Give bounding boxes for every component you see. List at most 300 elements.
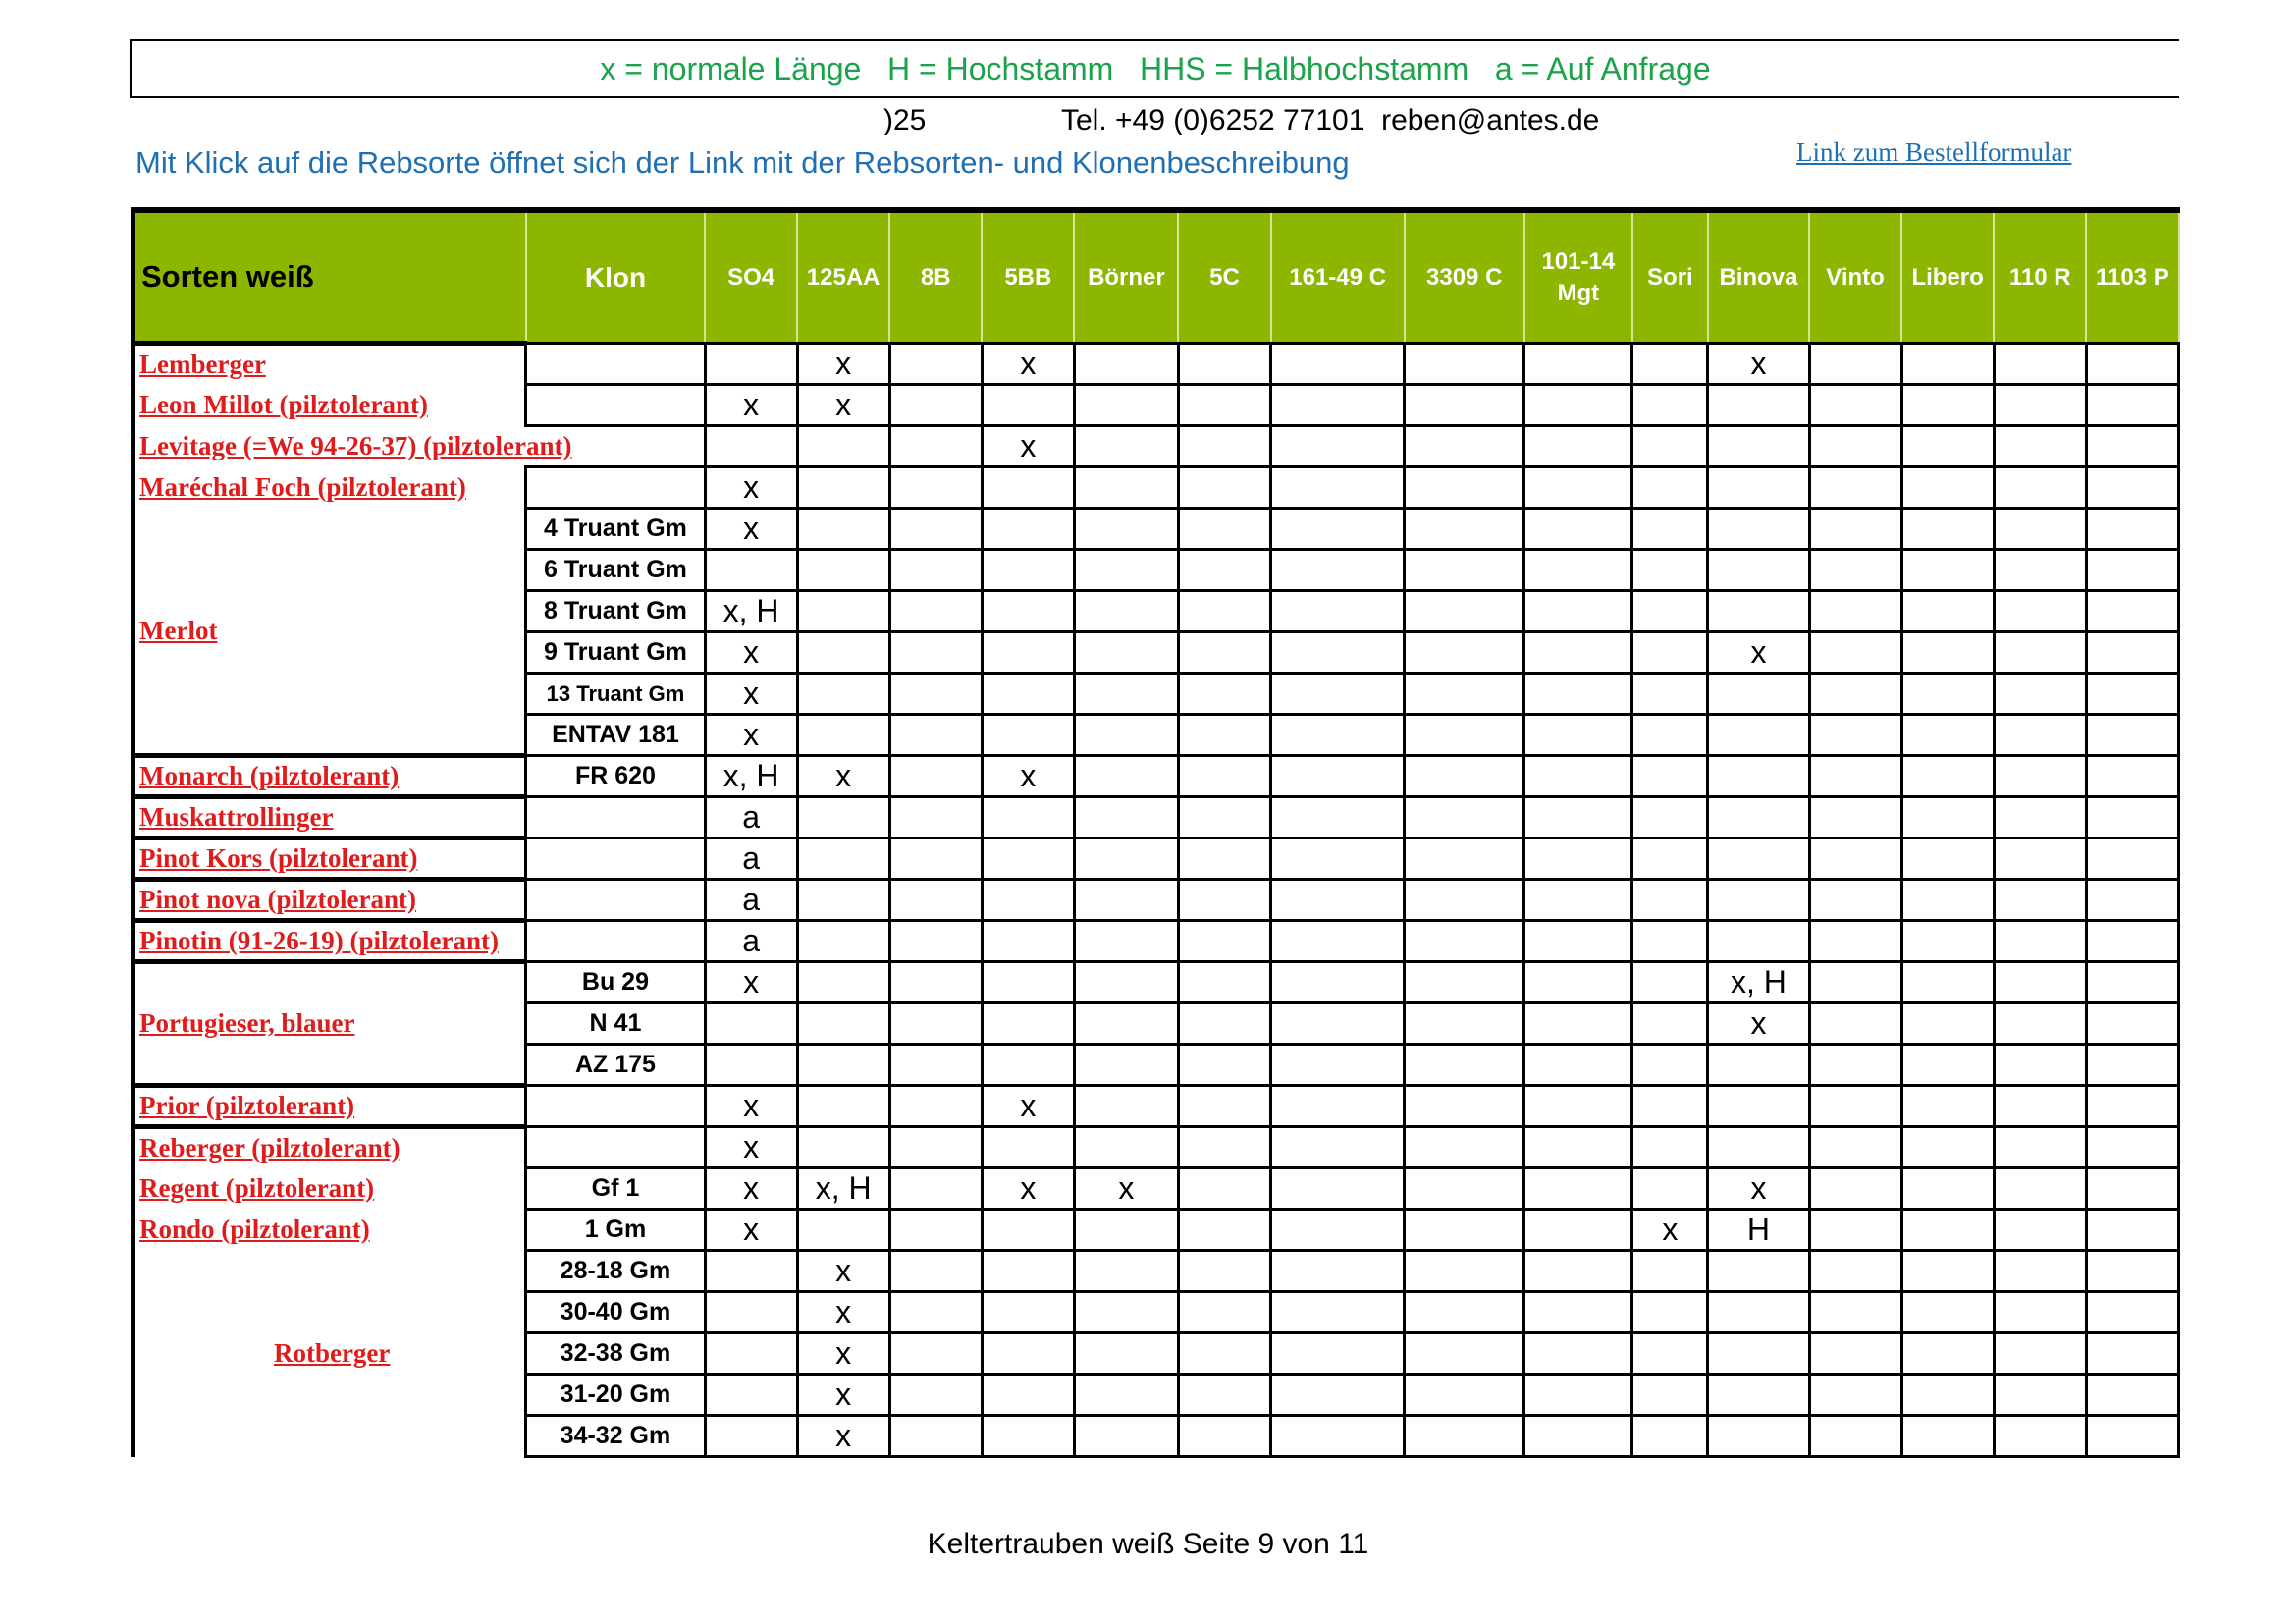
availability-cell: [1994, 591, 2086, 632]
variety-link[interactable]: Pinotin (91-26-19) (pilztolerant): [139, 926, 499, 955]
availability-cell: [1178, 1086, 1270, 1127]
availability-cell: [1405, 632, 1524, 674]
availability-cell: [889, 715, 982, 756]
availability-cell: [1708, 550, 1809, 591]
availability-cell: [1178, 839, 1270, 880]
availability-cell: [1074, 1416, 1178, 1457]
availability-cell: [889, 1251, 982, 1292]
availability-cell: [1901, 674, 1994, 715]
availability-cell: [1708, 1292, 1809, 1333]
variety-link[interactable]: Monarch (pilztolerant): [139, 761, 400, 790]
table-row: [133, 1210, 2179, 1251]
variety-link[interactable]: Portugieser, blauer: [139, 1008, 355, 1038]
availability-cell: [797, 1086, 889, 1127]
availability-cell: [1708, 509, 1809, 550]
availability-cell: x: [705, 1168, 797, 1210]
availability-cell: [889, 797, 982, 839]
availability-cell: [1632, 1086, 1708, 1127]
availability-cell: [1271, 880, 1405, 921]
availability-cell: [705, 550, 797, 591]
klon-cell: N 41: [526, 1003, 705, 1045]
availability-cell: [1901, 509, 1994, 550]
availability-cell: [1271, 632, 1405, 674]
availability-cell: [982, 839, 1074, 880]
variety-cell: [133, 756, 526, 797]
availability-cell: a: [705, 880, 797, 921]
table-row: [133, 1251, 2179, 1292]
availability-cell: [1178, 426, 1270, 467]
availability-cell: [1901, 715, 1994, 756]
klon-cell: Gf 1: [526, 1168, 705, 1210]
availability-cell: x: [797, 1333, 889, 1375]
availability-cell: [1074, 962, 1178, 1003]
availability-cell: [1524, 467, 1632, 509]
availability-cell: [1632, 1045, 1708, 1086]
availability-cell: [1809, 385, 1901, 426]
variety-link[interactable]: Levitage (=We 94-26-37) (pilztolerant): [139, 431, 572, 460]
availability-cell: [1405, 344, 1524, 385]
availability-cell: [1632, 921, 1708, 962]
availability-cell: [1901, 385, 1994, 426]
availability-cell: [1405, 1003, 1524, 1045]
availability-cell: a: [705, 921, 797, 962]
availability-cell: [2086, 1045, 2178, 1086]
availability-cell: [1809, 839, 1901, 880]
availability-cell: [2086, 1292, 2178, 1333]
availability-cell: [1178, 1045, 1270, 1086]
availability-cell: [1074, 1292, 1178, 1333]
availability-cell: [1524, 756, 1632, 797]
availability-cell: [889, 921, 982, 962]
availability-cell: [1632, 1251, 1708, 1292]
availability-cell: [1901, 962, 1994, 1003]
availability-cell: [982, 1045, 1074, 1086]
availability-cell: [1178, 715, 1270, 756]
availability-cell: [1632, 962, 1708, 1003]
availability-cell: [2086, 632, 2178, 674]
availability-cell: [1178, 1127, 1270, 1168]
availability-cell: [1271, 426, 1405, 467]
availability-cell: [1074, 385, 1178, 426]
availability-cell: [1405, 1045, 1524, 1086]
availability-cell: [1901, 550, 1994, 591]
variety-cell: [133, 426, 572, 467]
availability-cell: [1708, 1086, 1809, 1127]
availability-cell: [1994, 715, 2086, 756]
klon-cell: FR 620: [526, 756, 705, 797]
availability-cell: x: [982, 1086, 1074, 1127]
availability-cell: x: [1708, 344, 1809, 385]
availability-cell: [1632, 674, 1708, 715]
availability-cell: [2086, 550, 2178, 591]
availability-cell: [1405, 674, 1524, 715]
variety-link[interactable]: Lemberger: [139, 350, 266, 380]
variety-cell: [133, 1251, 526, 1457]
availability-cell: [1074, 839, 1178, 880]
availability-cell: x: [982, 426, 1074, 467]
availability-cell: [1178, 962, 1270, 1003]
availability-cell: [1994, 1416, 2086, 1457]
availability-cell: [1994, 632, 2086, 674]
availability-cell: [1074, 756, 1178, 797]
availability-cell: [982, 921, 1074, 962]
availability-cell: [889, 632, 982, 674]
availability-cell: [1809, 1168, 1901, 1210]
header-variety: Sorten weiß: [133, 210, 526, 344]
availability-cell: [1074, 509, 1178, 550]
availability-cell: [1708, 1045, 1809, 1086]
availability-cell: [1405, 385, 1524, 426]
header-rootstock: 125AA: [797, 210, 889, 344]
availability-cell: x: [797, 344, 889, 385]
availability-cell: x: [797, 1251, 889, 1292]
availability-cell: [1994, 385, 2086, 426]
availability-cell: [889, 509, 982, 550]
klon-cell: 6 Truant Gm: [526, 550, 705, 591]
availability-cell: [1178, 1416, 1270, 1457]
availability-cell: [1405, 1375, 1524, 1416]
klon-cell: 13 Truant Gm: [526, 674, 705, 715]
availability-cell: [797, 426, 889, 467]
table-row: [133, 344, 2179, 385]
availability-cell: [1809, 1416, 1901, 1457]
availability-cell: x: [797, 1292, 889, 1333]
availability-cell: [1178, 1210, 1270, 1251]
availability-cell: [1178, 385, 1270, 426]
availability-cell: [889, 344, 982, 385]
header-rootstock: 1103 P: [2086, 210, 2178, 344]
availability-cell: [1405, 921, 1524, 962]
availability-cell: [1524, 797, 1632, 839]
availability-cell: [1632, 715, 1708, 756]
availability-cell: [2086, 674, 2178, 715]
variety-link[interactable]: Reberger (pilztolerant): [139, 1133, 400, 1164]
availability-cell: [1074, 1003, 1178, 1045]
availability-cell: [797, 1045, 889, 1086]
variety-cell: [133, 467, 526, 509]
availability-cell: [1809, 1210, 1901, 1251]
header-rootstock: 161-49 C: [1271, 210, 1405, 344]
availability-cell: [1524, 1251, 1632, 1292]
availability-cell: x: [1708, 1168, 1809, 1210]
availability-cell: x: [982, 344, 1074, 385]
availability-cell: [1178, 797, 1270, 839]
availability-cell: [889, 1292, 982, 1333]
availability-cell: x: [982, 756, 1074, 797]
availability-cell: [1271, 1210, 1405, 1251]
availability-cell: [1632, 1375, 1708, 1416]
availability-cell: [1994, 962, 2086, 1003]
availability-cell: [1632, 880, 1708, 921]
availability-cell: [1994, 509, 2086, 550]
availability-cell: [889, 1375, 982, 1416]
klon-cell: [526, 1127, 705, 1168]
availability-cell: [1809, 1003, 1901, 1045]
availability-cell: [1708, 1375, 1809, 1416]
availability-cell: [1994, 1251, 2086, 1292]
availability-cell: [1178, 1333, 1270, 1375]
availability-cell: [1632, 467, 1708, 509]
availability-cell: [797, 880, 889, 921]
availability-cell: [1994, 1168, 2086, 1210]
availability-cell: [1524, 674, 1632, 715]
availability-cell: [1524, 550, 1632, 591]
variety-cell: [133, 385, 526, 426]
availability-cell: [1524, 962, 1632, 1003]
order-form-link[interactable]: Link zum Bestellformular: [1796, 137, 2072, 167]
availability-cell: [705, 1333, 797, 1375]
availability-cell: [797, 962, 889, 1003]
availability-cell: [1524, 509, 1632, 550]
availability-cell: [1901, 839, 1994, 880]
availability-cell: [797, 797, 889, 839]
availability-cell: [1901, 797, 1994, 839]
availability-cell: [1809, 797, 1901, 839]
availability-cell: [1994, 1375, 2086, 1416]
availability-cell: [1405, 756, 1524, 797]
availability-cell: [1271, 1251, 1405, 1292]
klon-cell: 30-40 Gm: [526, 1292, 705, 1333]
availability-cell: [1632, 1168, 1708, 1210]
availability-cell: [982, 1416, 1074, 1457]
availability-cell: [1809, 1086, 1901, 1127]
availability-cell: [1074, 344, 1178, 385]
availability-cell: x: [705, 674, 797, 715]
availability-cell: [1809, 467, 1901, 509]
availability-cell: [982, 1333, 1074, 1375]
availability-cell: [1074, 1251, 1178, 1292]
table-row: [133, 467, 2179, 509]
availability-cell: [889, 1416, 982, 1457]
availability-cell: [2086, 385, 2178, 426]
availability-cell: [1632, 632, 1708, 674]
availability-cell: [1994, 1333, 2086, 1375]
variety-link[interactable]: Regent (pilztolerant): [139, 1173, 375, 1203]
availability-cell: [705, 1003, 797, 1045]
availability-cell: [1271, 921, 1405, 962]
legend-text: x = normale Länge H = Hochstamm HHS = Halbhochstamm a = Auf Anfrage: [600, 50, 1711, 86]
availability-cell: [889, 1003, 982, 1045]
variety-link[interactable]: Pinot nova (pilztolerant): [139, 885, 416, 914]
availability-cell: [1405, 467, 1524, 509]
availability-cell: [2086, 1168, 2178, 1210]
availability-cell: [797, 674, 889, 715]
availability-cell: [1994, 674, 2086, 715]
variety-link[interactable]: Prior (pilztolerant): [139, 1091, 355, 1120]
availability-cell: H: [1708, 1210, 1809, 1251]
availability-cell: [1405, 509, 1524, 550]
variety-link[interactable]: Muskattrollinger: [139, 802, 334, 832]
availability-cell: x, H: [1708, 962, 1809, 1003]
availability-cell: [797, 509, 889, 550]
availability-cell: [1994, 1210, 2086, 1251]
variety-cell: [133, 509, 526, 756]
availability-cell: [1405, 1416, 1524, 1457]
availability-cell: [1632, 756, 1708, 797]
availability-cell: [705, 1251, 797, 1292]
variety-cell: [133, 1127, 526, 1168]
availability-cell: [1809, 344, 1901, 385]
availability-cell: [1632, 839, 1708, 880]
availability-cell: [1178, 1168, 1270, 1210]
availability-cell: [1524, 591, 1632, 632]
availability-cell: [1271, 509, 1405, 550]
table-row: [133, 509, 2179, 550]
availability-cell: [1074, 797, 1178, 839]
availability-cell: [797, 550, 889, 591]
header-rootstock: Vinto: [1809, 210, 1901, 344]
availability-cell: x: [705, 632, 797, 674]
availability-cell: [889, 426, 982, 467]
availability-cell: [1074, 1045, 1178, 1086]
availability-cell: [797, 1210, 889, 1251]
availability-cell: [1074, 1210, 1178, 1251]
header-rootstock: Libero: [1901, 210, 1994, 344]
availability-cell: x: [705, 509, 797, 550]
availability-cell: [1178, 1375, 1270, 1416]
info-text: Mit Klick auf die Rebsorte öffnet sich der Link mit der Rebsorten- und Klonenbeschreibung: [135, 145, 1350, 180]
availability-cell: [1994, 921, 2086, 962]
availability-cell: [705, 1375, 797, 1416]
availability-cell: [1405, 591, 1524, 632]
availability-cell: [889, 1045, 982, 1086]
variety-link[interactable]: Merlot: [139, 615, 218, 645]
availability-cell: [1074, 674, 1178, 715]
availability-cell: [2086, 1375, 2178, 1416]
availability-cell: [1074, 591, 1178, 632]
availability-cell: [1632, 385, 1708, 426]
availability-cell: [1632, 1292, 1708, 1333]
availability-cell: [889, 674, 982, 715]
variety-link[interactable]: Pinot Kors (pilztolerant): [139, 843, 418, 873]
klon-cell: [526, 385, 705, 426]
availability-cell: [1809, 962, 1901, 1003]
availability-cell: [1524, 1168, 1632, 1210]
availability-cell: [2086, 467, 2178, 509]
availability-cell: x, H: [705, 591, 797, 632]
availability-cell: [1271, 467, 1405, 509]
availability-cell: [1994, 344, 2086, 385]
availability-cell: [1901, 880, 1994, 921]
availability-cell: [1178, 1251, 1270, 1292]
availability-cell: [1178, 591, 1270, 632]
availability-cell: [889, 880, 982, 921]
availability-cell: [1178, 550, 1270, 591]
availability-cell: [1994, 467, 2086, 509]
availability-cell: [1271, 385, 1405, 426]
availability-cell: [1074, 1086, 1178, 1127]
availability-cell: [2086, 839, 2178, 880]
availability-cell: [889, 591, 982, 632]
availability-cell: [1405, 1127, 1524, 1168]
availability-cell: [1524, 1333, 1632, 1375]
availability-cell: [889, 1168, 982, 1210]
availability-cell: [1809, 674, 1901, 715]
availability-cell: [1405, 880, 1524, 921]
availability-cell: [1632, 1127, 1708, 1168]
availability-cell: x, H: [797, 1168, 889, 1210]
availability-cell: [1901, 467, 1994, 509]
klon-cell: 8 Truant Gm: [526, 591, 705, 632]
availability-cell: [1901, 1292, 1994, 1333]
availability-cell: [982, 591, 1074, 632]
availability-cell: [1994, 756, 2086, 797]
availability-cell: [982, 674, 1074, 715]
availability-cell: [1708, 797, 1809, 839]
availability-cell: x: [705, 1086, 797, 1127]
availability-cell: [1632, 426, 1708, 467]
availability-cell: [1809, 756, 1901, 797]
availability-cell: [982, 1003, 1074, 1045]
availability-cell: x: [705, 385, 797, 426]
header-rootstock: SO4: [705, 210, 797, 344]
availability-cell: [982, 509, 1074, 550]
availability-cell: [1524, 385, 1632, 426]
klon-cell: [526, 921, 705, 962]
availability-cell: [982, 632, 1074, 674]
availability-cell: [1708, 385, 1809, 426]
availability-cell: [1074, 467, 1178, 509]
header-rootstock: 110 R: [1994, 210, 2086, 344]
availability-cell: [1524, 715, 1632, 756]
variety-link[interactable]: Maréchal Foch (pilztolerant): [139, 472, 466, 502]
availability-cell: [1632, 550, 1708, 591]
availability-cell: [705, 426, 797, 467]
variety-cell: [133, 921, 526, 962]
availability-cell: [1708, 715, 1809, 756]
availability-cell: [797, 921, 889, 962]
availability-cell: [1178, 344, 1270, 385]
availability-cell: [1178, 1003, 1270, 1045]
availability-cell: x: [705, 962, 797, 1003]
availability-cell: [982, 880, 1074, 921]
availability-cell: [1405, 797, 1524, 839]
availability-cell: [1524, 426, 1632, 467]
availability-cell: [797, 839, 889, 880]
availability-cell: [1405, 1168, 1524, 1210]
availability-cell: [1074, 1375, 1178, 1416]
variety-link[interactable]: Rotberger: [273, 1338, 391, 1368]
availability-cell: [1994, 797, 2086, 839]
availability-cell: [2086, 344, 2178, 385]
availability-cell: [1271, 756, 1405, 797]
availability-cell: [1901, 1127, 1994, 1168]
availability-cell: [1708, 1251, 1809, 1292]
availability-cell: [982, 550, 1074, 591]
klon-cell: ENTAV 181: [526, 715, 705, 756]
availability-cell: [1271, 1086, 1405, 1127]
availability-cell: x: [797, 1375, 889, 1416]
availability-cell: [2086, 426, 2178, 467]
variety-link[interactable]: Rondo (pilztolerant): [139, 1215, 370, 1244]
availability-cell: [1405, 426, 1524, 467]
availability-cell: [2086, 1003, 2178, 1045]
availability-cell: x: [797, 756, 889, 797]
klon-cell: [526, 344, 705, 385]
availability-cell: [1708, 467, 1809, 509]
availability-cell: [889, 1086, 982, 1127]
availability-cell: [1708, 1416, 1809, 1457]
availability-cell: [1524, 344, 1632, 385]
table-row: [133, 839, 2179, 880]
availability-cell: [1809, 591, 1901, 632]
availability-cell: x: [1074, 1168, 1178, 1210]
availability-cell: [1271, 839, 1405, 880]
availability-cell: [1809, 880, 1901, 921]
availability-cell: [1708, 1333, 1809, 1375]
availability-cell: [1271, 1375, 1405, 1416]
variety-link[interactable]: Leon Millot (pilztolerant): [139, 390, 428, 419]
